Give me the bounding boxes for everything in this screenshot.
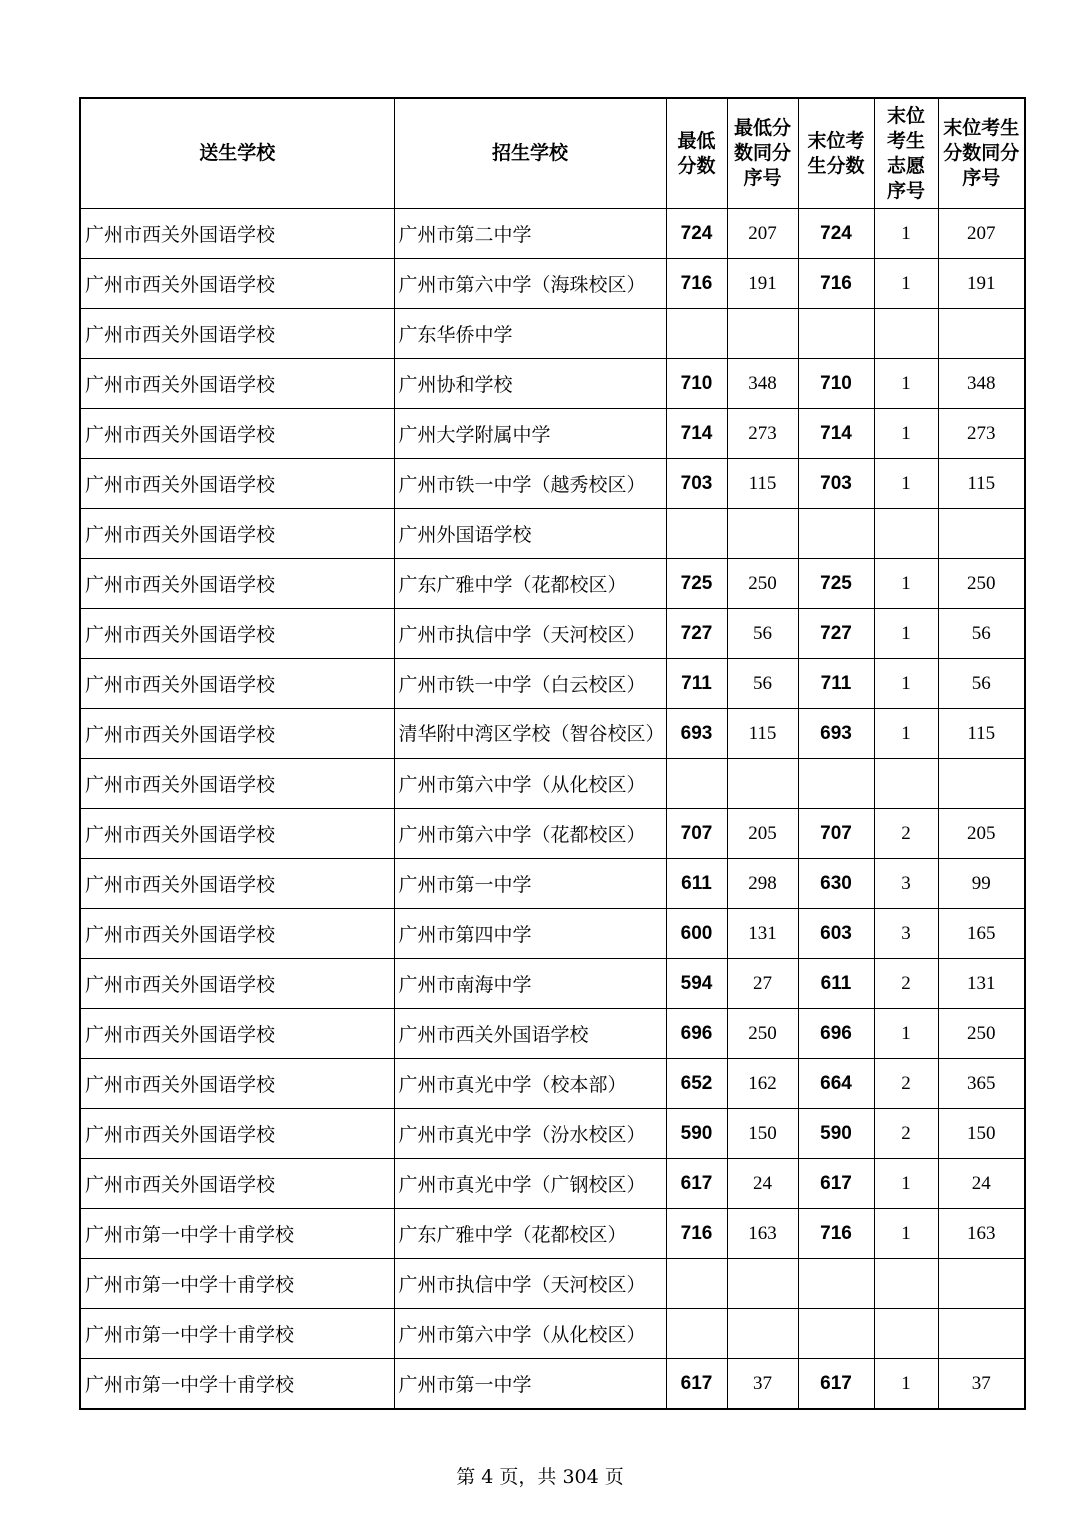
min-score-cell bbox=[666, 1309, 727, 1359]
sending-school-cell: 广州市西关外国语学校 bbox=[80, 209, 394, 259]
sending-school-cell: 广州市西关外国语学校 bbox=[80, 1059, 394, 1109]
min-score-cell: 617 bbox=[666, 1159, 727, 1209]
min-score-tie-rank-cell: 250 bbox=[727, 559, 798, 609]
last-choice-rank-cell: 1 bbox=[874, 559, 938, 609]
sending-school-cell: 广州市西关外国语学校 bbox=[80, 1109, 394, 1159]
min-score-cell: 725 bbox=[666, 559, 727, 609]
min-score-cell bbox=[666, 1259, 727, 1309]
min-score-cell: 727 bbox=[666, 609, 727, 659]
last-choice-rank-cell bbox=[874, 759, 938, 809]
table-row bbox=[80, 209, 1025, 259]
last-choice-rank-cell: 1 bbox=[874, 1159, 938, 1209]
sending-school-cell: 广州市西关外国语学校 bbox=[80, 359, 394, 409]
last-score-cell: 693 bbox=[798, 709, 874, 759]
sending-school-cell: 广州市第一中学十甫学校 bbox=[80, 1359, 394, 1410]
admitting-school-cell: 广州市真光中学（汾水校区） bbox=[394, 1109, 666, 1159]
sending-school-cell: 广州市西关外国语学校 bbox=[80, 609, 394, 659]
min-score-cell: 600 bbox=[666, 909, 727, 959]
table-row bbox=[80, 509, 1025, 559]
table-row bbox=[80, 1109, 1025, 1159]
admitting-school-cell: 广州市真光中学（校本部） bbox=[394, 1059, 666, 1109]
last-choice-rank-cell: 1 bbox=[874, 409, 938, 459]
min-score-cell: 724 bbox=[666, 209, 727, 259]
admitting-school-cell: 广州市真光中学（广钢校区） bbox=[394, 1159, 666, 1209]
min-score-cell: 652 bbox=[666, 1059, 727, 1109]
last-score-cell: 710 bbox=[798, 359, 874, 409]
min-score-tie-rank-cell: 150 bbox=[727, 1109, 798, 1159]
sending-school-cell: 广州市西关外国语学校 bbox=[80, 1159, 394, 1209]
min-score-cell: 611 bbox=[666, 859, 727, 909]
last-choice-rank-cell: 2 bbox=[874, 1109, 938, 1159]
last-score-cell bbox=[798, 309, 874, 359]
last-score-tie-rank-cell: 250 bbox=[938, 1009, 1025, 1059]
last-choice-rank-cell: 2 bbox=[874, 1059, 938, 1109]
min-score-tie-rank-cell: 205 bbox=[727, 809, 798, 859]
admitting-school-cell: 广州市第六中学（从化校区） bbox=[394, 1309, 666, 1359]
last-score-cell: 714 bbox=[798, 409, 874, 459]
sending-school-cell: 广州市西关外国语学校 bbox=[80, 909, 394, 959]
last-choice-rank-cell: 2 bbox=[874, 959, 938, 1009]
admitting-school-cell: 广州市第六中学（花都校区） bbox=[394, 809, 666, 859]
last-score-cell: 590 bbox=[798, 1109, 874, 1159]
last-score-cell: 725 bbox=[798, 559, 874, 609]
last-score-cell: 703 bbox=[798, 459, 874, 509]
table-row bbox=[80, 809, 1025, 859]
sending-school-cell: 广州市西关外国语学校 bbox=[80, 309, 394, 359]
min-score-tie-rank-cell: 273 bbox=[727, 409, 798, 459]
table-row bbox=[80, 1359, 1025, 1410]
last-score-tie-rank-cell: 165 bbox=[938, 909, 1025, 959]
last-choice-rank-cell: 1 bbox=[874, 609, 938, 659]
min-score-tie-rank-cell: 298 bbox=[727, 859, 798, 909]
last-score-cell: 716 bbox=[798, 259, 874, 309]
min-score-tie-rank-cell bbox=[727, 509, 798, 559]
admitting-school-cell: 广东华侨中学 bbox=[394, 309, 666, 359]
last-choice-rank-cell: 1 bbox=[874, 459, 938, 509]
header-last-score bbox=[798, 98, 874, 209]
header-last-choice-rank-text: 末位考生志愿序号 bbox=[886, 104, 925, 202]
last-score-cell: 716 bbox=[798, 1209, 874, 1259]
min-score-tie-rank-cell: 191 bbox=[727, 259, 798, 309]
min-score-cell: 696 bbox=[666, 1009, 727, 1059]
header-admitting-school: 招生学校 bbox=[394, 98, 666, 209]
min-score-cell: 714 bbox=[666, 409, 727, 459]
last-score-tie-rank-cell bbox=[938, 1309, 1025, 1359]
last-choice-rank-cell: 3 bbox=[874, 909, 938, 959]
min-score-cell: 594 bbox=[666, 959, 727, 1009]
last-choice-rank-cell: 1 bbox=[874, 259, 938, 309]
last-score-cell bbox=[798, 509, 874, 559]
sending-school-cell: 广州市西关外国语学校 bbox=[80, 509, 394, 559]
admitting-school-cell: 清华附中湾区学校（智谷校区） bbox=[394, 709, 666, 759]
sending-school-cell: 广州市西关外国语学校 bbox=[80, 1009, 394, 1059]
table-row bbox=[80, 459, 1025, 509]
last-score-tie-rank-cell: 24 bbox=[938, 1159, 1025, 1209]
last-score-cell: 727 bbox=[798, 609, 874, 659]
last-score-tie-rank-cell bbox=[938, 1259, 1025, 1309]
last-score-cell: 603 bbox=[798, 909, 874, 959]
min-score-tie-rank-cell: 115 bbox=[727, 709, 798, 759]
min-score-cell: 711 bbox=[666, 659, 727, 709]
last-score-cell: 617 bbox=[798, 1359, 874, 1410]
admitting-school-cell: 广州市第一中学 bbox=[394, 1359, 666, 1410]
last-score-tie-rank-cell bbox=[938, 759, 1025, 809]
last-score-tie-rank-cell: 150 bbox=[938, 1109, 1025, 1159]
last-choice-rank-cell: 1 bbox=[874, 1209, 938, 1259]
min-score-tie-rank-cell: 56 bbox=[727, 609, 798, 659]
admitting-school-cell: 广东广雅中学（花都校区） bbox=[394, 559, 666, 609]
last-score-cell: 664 bbox=[798, 1059, 874, 1109]
min-score-cell: 703 bbox=[666, 459, 727, 509]
min-score-tie-rank-cell: 348 bbox=[727, 359, 798, 409]
table-row bbox=[80, 709, 1025, 759]
last-score-tie-rank-cell bbox=[938, 309, 1025, 359]
last-choice-rank-cell: 1 bbox=[874, 659, 938, 709]
min-score-cell: 707 bbox=[666, 809, 727, 859]
table-row bbox=[80, 1159, 1025, 1209]
sending-school-cell: 广州市西关外国语学校 bbox=[80, 959, 394, 1009]
admitting-school-cell: 广州市铁一中学（白云校区） bbox=[394, 659, 666, 709]
table-row bbox=[80, 1259, 1025, 1309]
header-last-score-tie-rank-text: 末位考生分数同分序号 bbox=[943, 117, 1020, 189]
last-score-tie-rank-cell: 207 bbox=[938, 209, 1025, 259]
last-score-cell: 724 bbox=[798, 209, 874, 259]
min-score-tie-rank-cell: 27 bbox=[727, 959, 798, 1009]
page-footer: 第 4 页，共 304 页 bbox=[456, 1466, 624, 1488]
table-row bbox=[80, 909, 1025, 959]
header-row bbox=[80, 98, 1025, 209]
last-score-cell: 611 bbox=[798, 959, 874, 1009]
min-score-cell: 716 bbox=[666, 1209, 727, 1259]
last-score-cell: 707 bbox=[798, 809, 874, 859]
last-choice-rank-cell: 3 bbox=[874, 859, 938, 909]
sending-school-cell: 广州市西关外国语学校 bbox=[80, 759, 394, 809]
sending-school-cell: 广州市第一中学十甫学校 bbox=[80, 1309, 394, 1359]
last-score-cell bbox=[798, 1259, 874, 1309]
sending-school-cell: 广州市西关外国语学校 bbox=[80, 709, 394, 759]
sending-school-cell: 广州市西关外国语学校 bbox=[80, 859, 394, 909]
last-choice-rank-cell: 1 bbox=[874, 1009, 938, 1059]
sending-school-cell: 广州市第一中学十甫学校 bbox=[80, 1209, 394, 1259]
sending-school-cell: 广州市西关外国语学校 bbox=[80, 409, 394, 459]
min-score-tie-rank-cell: 115 bbox=[727, 459, 798, 509]
header-min-score-tie-rank bbox=[727, 98, 798, 209]
min-score-tie-rank-cell: 24 bbox=[727, 1159, 798, 1209]
last-score-tie-rank-cell: 163 bbox=[938, 1209, 1025, 1259]
table-row bbox=[80, 1309, 1025, 1359]
table-row bbox=[80, 309, 1025, 359]
min-score-tie-rank-cell: 207 bbox=[727, 209, 798, 259]
last-choice-rank-cell: 2 bbox=[874, 809, 938, 859]
min-score-tie-rank-cell bbox=[727, 1309, 798, 1359]
last-choice-rank-cell: 1 bbox=[874, 359, 938, 409]
table-row bbox=[80, 959, 1025, 1009]
min-score-tie-rank-cell: 37 bbox=[727, 1359, 798, 1410]
last-score-tie-rank-cell: 131 bbox=[938, 959, 1025, 1009]
table-row bbox=[80, 759, 1025, 809]
table-row bbox=[80, 259, 1025, 309]
admitting-school-cell: 广州市执信中学（天河校区） bbox=[394, 609, 666, 659]
last-choice-rank-cell bbox=[874, 509, 938, 559]
admitting-school-cell: 广州市铁一中学（越秀校区） bbox=[394, 459, 666, 509]
last-score-tie-rank-cell: 99 bbox=[938, 859, 1025, 909]
admitting-school-cell: 广州市西关外国语学校 bbox=[394, 1009, 666, 1059]
last-score-cell bbox=[798, 1309, 874, 1359]
last-score-tie-rank-cell: 250 bbox=[938, 559, 1025, 609]
min-score-cell: 590 bbox=[666, 1109, 727, 1159]
admitting-school-cell: 广州市执信中学（天河校区） bbox=[394, 1259, 666, 1309]
min-score-tie-rank-cell: 131 bbox=[727, 909, 798, 959]
last-score-tie-rank-cell bbox=[938, 509, 1025, 559]
header-min-score bbox=[666, 98, 727, 209]
last-score-tie-rank-cell: 115 bbox=[938, 459, 1025, 509]
last-score-tie-rank-cell: 37 bbox=[938, 1359, 1025, 1410]
admitting-school-cell: 广州市第六中学（海珠校区） bbox=[394, 259, 666, 309]
table-row bbox=[80, 659, 1025, 709]
admitting-school-cell: 广州外国语学校 bbox=[394, 509, 666, 559]
admitting-school-cell: 广东广雅中学（花都校区） bbox=[394, 1209, 666, 1259]
min-score-tie-rank-cell: 56 bbox=[727, 659, 798, 709]
last-score-tie-rank-cell: 56 bbox=[938, 659, 1025, 709]
sending-school-cell: 广州市西关外国语学校 bbox=[80, 259, 394, 309]
min-score-tie-rank-cell: 162 bbox=[727, 1059, 798, 1109]
header-sending-school: 送生学校 bbox=[80, 98, 394, 209]
last-choice-rank-cell: 1 bbox=[874, 209, 938, 259]
admitting-school-cell: 广州协和学校 bbox=[394, 359, 666, 409]
admitting-school-cell: 广州市第二中学 bbox=[394, 209, 666, 259]
min-score-tie-rank-cell: 250 bbox=[727, 1009, 798, 1059]
min-score-tie-rank-cell bbox=[727, 309, 798, 359]
last-choice-rank-cell bbox=[874, 309, 938, 359]
last-choice-rank-cell bbox=[874, 1309, 938, 1359]
last-choice-rank-cell: 1 bbox=[874, 1359, 938, 1410]
min-score-tie-rank-cell bbox=[727, 759, 798, 809]
min-score-tie-rank-cell: 163 bbox=[727, 1209, 798, 1259]
min-score-cell: 716 bbox=[666, 259, 727, 309]
sending-school-cell: 广州市西关外国语学校 bbox=[80, 559, 394, 609]
admitting-school-cell: 广州大学附属中学 bbox=[394, 409, 666, 459]
last-score-tie-rank-cell: 365 bbox=[938, 1059, 1025, 1109]
table-body bbox=[80, 209, 1025, 1410]
last-score-cell: 617 bbox=[798, 1159, 874, 1209]
min-score-cell bbox=[666, 759, 727, 809]
table-row bbox=[80, 1009, 1025, 1059]
min-score-cell: 693 bbox=[666, 709, 727, 759]
min-score-cell: 617 bbox=[666, 1359, 727, 1410]
admitting-school-cell: 广州市第一中学 bbox=[394, 859, 666, 909]
last-score-cell: 711 bbox=[798, 659, 874, 709]
header-min-score-text: 最低分数 bbox=[677, 129, 716, 177]
min-score-tie-rank-cell bbox=[727, 1259, 798, 1309]
last-choice-rank-cell: 1 bbox=[874, 709, 938, 759]
last-score-tie-rank-cell: 348 bbox=[938, 359, 1025, 409]
last-choice-rank-cell bbox=[874, 1259, 938, 1309]
table-row bbox=[80, 1059, 1025, 1109]
sending-school-cell: 广州市第一中学十甫学校 bbox=[80, 1259, 394, 1309]
last-score-cell: 696 bbox=[798, 1009, 874, 1059]
table-row bbox=[80, 859, 1025, 909]
sending-school-cell: 广州市西关外国语学校 bbox=[80, 809, 394, 859]
sending-school-cell: 广州市西关外国语学校 bbox=[80, 659, 394, 709]
last-score-tie-rank-cell: 56 bbox=[938, 609, 1025, 659]
last-score-tie-rank-cell: 205 bbox=[938, 809, 1025, 859]
table-row bbox=[80, 559, 1025, 609]
min-score-cell: 710 bbox=[666, 359, 727, 409]
last-score-cell bbox=[798, 759, 874, 809]
last-score-cell: 630 bbox=[798, 859, 874, 909]
table-row bbox=[80, 1209, 1025, 1259]
table-row bbox=[80, 359, 1025, 409]
last-score-tie-rank-cell: 273 bbox=[938, 409, 1025, 459]
admitting-school-cell: 广州市第四中学 bbox=[394, 909, 666, 959]
header-last-score-tie-rank bbox=[938, 98, 1025, 209]
min-score-cell bbox=[666, 309, 727, 359]
header-min-score-tie-rank-text: 最低分数同分序号 bbox=[733, 117, 791, 189]
admission-table bbox=[79, 97, 1026, 1410]
table-row bbox=[80, 409, 1025, 459]
min-score-cell bbox=[666, 509, 727, 559]
header-last-score-text: 末位考生分数 bbox=[807, 129, 865, 177]
header-last-choice-rank bbox=[874, 98, 938, 209]
last-score-tie-rank-cell: 191 bbox=[938, 259, 1025, 309]
last-score-tie-rank-cell: 115 bbox=[938, 709, 1025, 759]
admitting-school-cell: 广州市南海中学 bbox=[394, 959, 666, 1009]
sending-school-cell: 广州市西关外国语学校 bbox=[80, 459, 394, 509]
admitting-school-cell: 广州市第六中学（从化校区） bbox=[394, 759, 666, 809]
table-row bbox=[80, 609, 1025, 659]
